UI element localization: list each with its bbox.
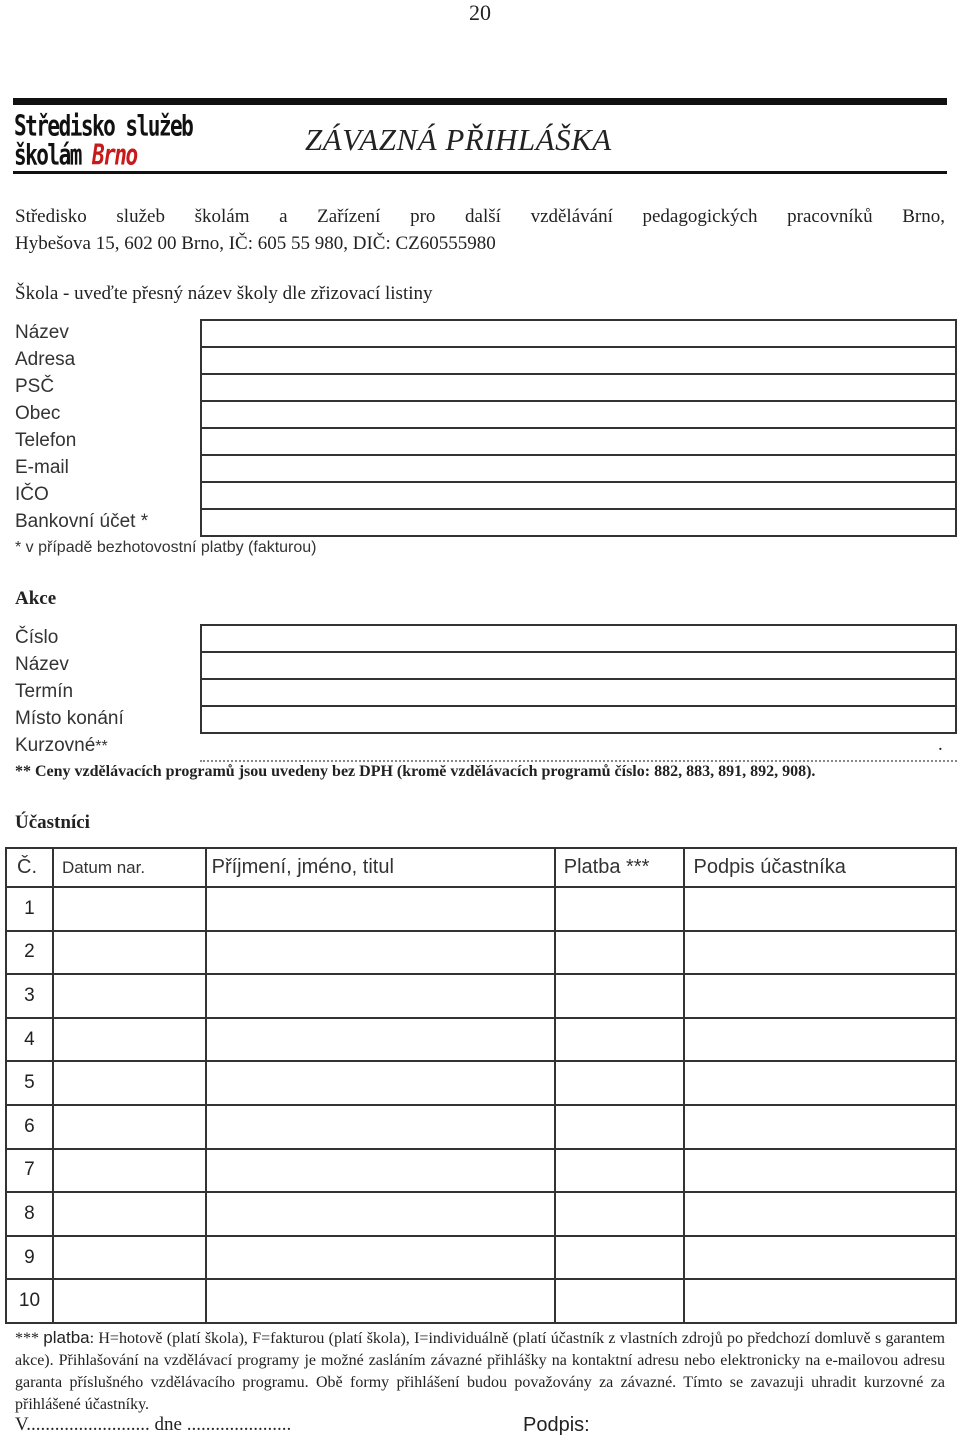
row-number: 9 [6, 1236, 53, 1280]
name-input[interactable] [206, 1105, 555, 1149]
participants-header-row [6, 848, 956, 887]
col-header-signature: Podpis účastníka [684, 848, 956, 887]
table-row [6, 1236, 956, 1280]
school-city-input[interactable] [201, 401, 956, 428]
signature-input[interactable] [684, 974, 956, 1018]
school-phone-input[interactable] [201, 428, 956, 455]
col-header-payment: Platba *** [555, 848, 684, 887]
name-input[interactable] [206, 931, 555, 975]
field-label-address: Adresa [15, 349, 76, 370]
fee-mark: ** [95, 738, 108, 755]
field-label-city: Obec [15, 403, 61, 424]
logo-line-1: Středisko služeb [14, 110, 193, 143]
event-venue-input[interactable] [201, 706, 956, 733]
organization-line-2: Hybešova 15, 602 00 Brno, IČ: 605 55 980, DIČ: CZ60555980 [15, 233, 496, 254]
page-title: ZÁVAZNÁ PŘIHLÁŠKA [305, 122, 612, 157]
row-number: 1 [6, 887, 53, 931]
payment-input[interactable] [555, 1279, 684, 1323]
table-row [6, 1018, 956, 1062]
signature-input[interactable] [684, 887, 956, 931]
table-row [6, 974, 956, 1018]
school-input-table [200, 319, 957, 537]
footer-text: : H=hotově (platí škola), F=fakturou (platí škola), I=individuálně (platí účastník z vlastních zdrojů po předchozí domluvě s garantem akce). Přihlašování na vzdělávací programy je možné zasláním závazné přihlášky na kontaktní adresu nebo elektronicky na e-mailovou adresu garanta příslušného vzdělávacího programu. Obě formy přihlášení budou považovány za závazné. Tímto se zavazuji uhradit kurzovné za přihlášené účastníky. [15, 1330, 945, 1413]
field-label-bank-account: Bankovní účet * [15, 511, 149, 532]
participants-heading: Účastníci [15, 812, 90, 833]
table-row [6, 1061, 956, 1105]
field-label-zip: PSČ [15, 376, 55, 397]
row-number: 8 [6, 1192, 53, 1236]
school-email-input[interactable] [201, 455, 956, 482]
logo-word-brno: Brno [92, 139, 137, 172]
table-row [6, 931, 956, 975]
table-row [6, 1192, 956, 1236]
table-row [6, 1279, 956, 1323]
dob-input[interactable] [53, 974, 206, 1018]
signature-label: Podpis: [523, 1414, 590, 1436]
payment-input[interactable] [555, 1149, 684, 1193]
name-input[interactable] [206, 1061, 555, 1105]
fee-dot: . [938, 734, 943, 755]
payment-input[interactable] [555, 1018, 684, 1062]
school-heading: Škola - uveďte přesný název školy dle zřizovací listiny [15, 283, 433, 304]
event-number-input[interactable] [201, 625, 956, 652]
signature-input[interactable] [684, 1149, 956, 1193]
col-header-dob: Datum nar. [53, 848, 206, 887]
dob-input[interactable] [53, 931, 206, 975]
school-ico-input[interactable] [201, 482, 956, 509]
table-row [6, 1149, 956, 1193]
event-input-table [200, 624, 957, 734]
event-name-input[interactable] [201, 652, 956, 679]
event-label-venue: Místo konání [15, 708, 124, 729]
footer-platba-word: platba [43, 1328, 90, 1347]
signature-input[interactable] [684, 1192, 956, 1236]
bank-account-note: * v případě bezhotovostní platby (fakturou) [15, 539, 317, 556]
name-input[interactable] [206, 1236, 555, 1280]
organization-line-1: Středisko služeb školám a Zařízení pro další vzdělávání pedagogických pracovníků Brno, [15, 206, 945, 227]
payment-input[interactable] [555, 974, 684, 1018]
place-date-line: V.......................... dne ...................... [15, 1414, 292, 1435]
row-number: 5 [6, 1061, 53, 1105]
event-heading: Akce [15, 588, 57, 609]
dob-input[interactable] [53, 887, 206, 931]
signature-input[interactable] [684, 1105, 956, 1149]
field-label-phone: Telefon [15, 430, 77, 451]
row-number: 7 [6, 1149, 53, 1193]
event-label-name: Název [15, 654, 69, 675]
signature-input[interactable] [684, 1279, 956, 1323]
payment-input[interactable] [555, 1192, 684, 1236]
signature-input[interactable] [684, 1018, 956, 1062]
fee-label: Kurzovné [15, 735, 96, 756]
payment-input[interactable] [555, 1061, 684, 1105]
field-label-name: Název [15, 322, 69, 343]
col-header-name: Příjmení, jméno, titul [206, 848, 555, 887]
event-label-number: Číslo [15, 627, 59, 648]
school-name-input[interactable] [201, 320, 956, 347]
name-input[interactable] [206, 887, 555, 931]
header-rule-bottom [13, 171, 947, 174]
logo [14, 106, 193, 172]
signature-input[interactable] [684, 931, 956, 975]
event-label-date: Termín [15, 681, 74, 702]
name-input[interactable] [206, 1192, 555, 1236]
signature-input[interactable] [684, 1236, 956, 1280]
participants-table [5, 847, 957, 1324]
header-rule-top [13, 98, 947, 105]
row-number: 4 [6, 1018, 53, 1062]
table-row [6, 887, 956, 931]
row-number: 6 [6, 1105, 53, 1149]
school-zip-input[interactable] [201, 374, 956, 401]
name-input[interactable] [206, 1149, 555, 1193]
event-label-fee [15, 735, 108, 757]
event-date-input[interactable] [201, 679, 956, 706]
field-label-email: E-mail [15, 457, 69, 478]
logo-line-2 [14, 139, 137, 171]
dob-input[interactable] [53, 1279, 206, 1323]
page-number: 20 [469, 0, 491, 25]
dob-input[interactable] [53, 1236, 206, 1280]
table-row [6, 1105, 956, 1149]
row-number: 10 [6, 1279, 53, 1323]
logo-word-skolam: školám [14, 139, 81, 172]
dob-input[interactable] [53, 1149, 206, 1193]
row-number: 2 [6, 931, 53, 975]
dob-input[interactable] [53, 1192, 206, 1236]
price-note: ** Ceny vzdělávacích programů jsou uvedeny bez DPH (kromě vzdělávacích programů číslo: 882, 883, 891, 892, 908). [15, 763, 816, 780]
school-bank-account-input[interactable] [201, 509, 956, 536]
school-address-input[interactable] [201, 347, 956, 374]
payment-input[interactable] [555, 1236, 684, 1280]
field-label-ico: IČO [15, 484, 49, 505]
dob-input[interactable] [53, 1061, 206, 1105]
payment-input[interactable] [555, 1105, 684, 1149]
signature-input[interactable] [684, 1061, 956, 1105]
col-header-number: Č. [6, 848, 53, 887]
name-input[interactable] [206, 1279, 555, 1323]
footer-stars: *** [15, 1330, 39, 1347]
footer-note [15, 1327, 945, 1416]
name-input[interactable] [206, 974, 555, 1018]
row-number: 3 [6, 974, 53, 1018]
name-input[interactable] [206, 1018, 555, 1062]
payment-input[interactable] [555, 931, 684, 975]
fee-input[interactable] [200, 732, 957, 762]
payment-input[interactable] [555, 887, 684, 931]
dob-input[interactable] [53, 1018, 206, 1062]
dob-input[interactable] [53, 1105, 206, 1149]
organization-info [15, 203, 945, 257]
